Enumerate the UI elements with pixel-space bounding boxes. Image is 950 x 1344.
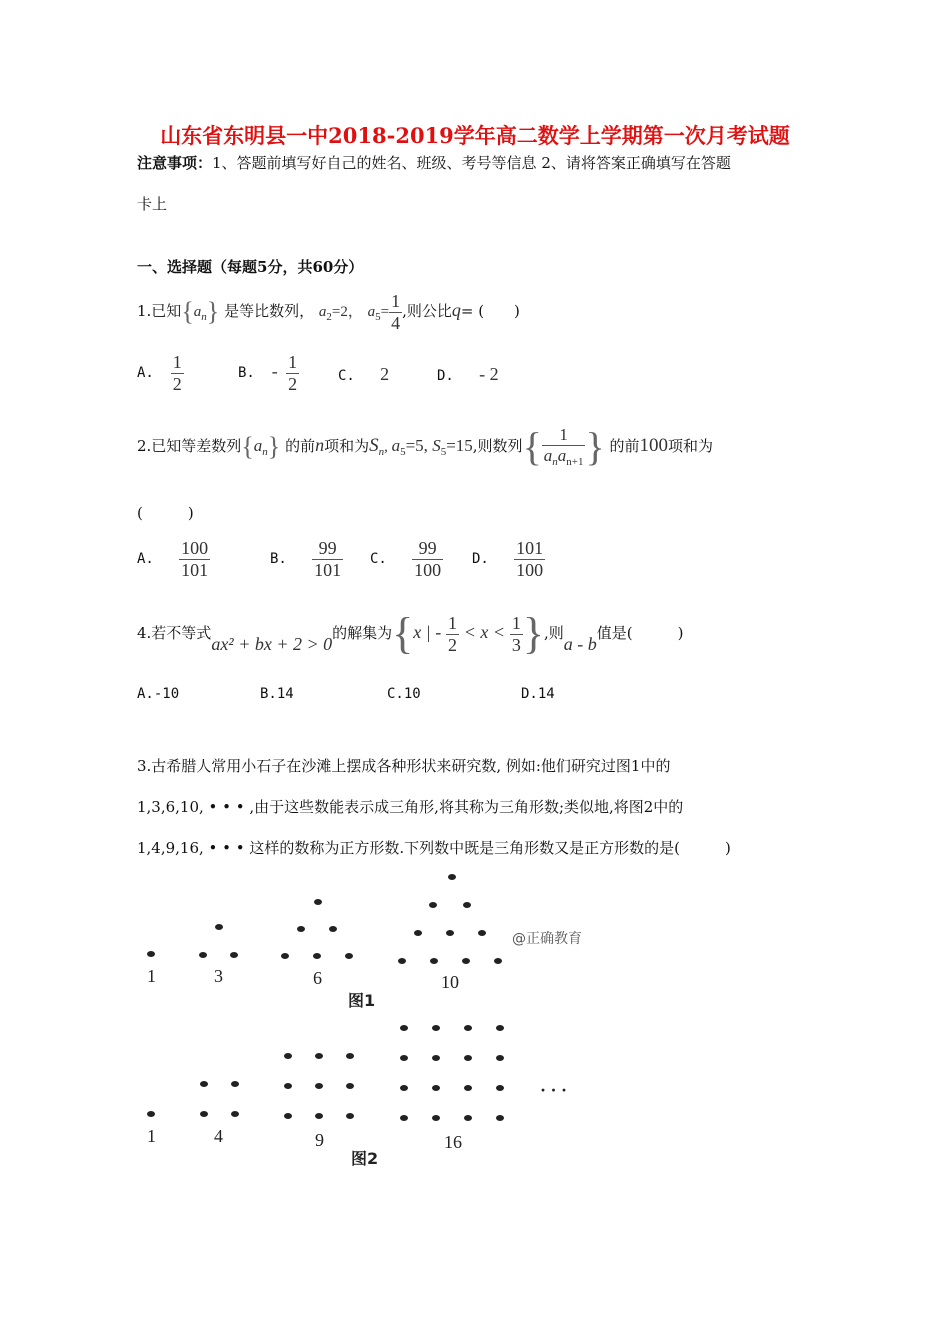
option-label: B. — [238, 365, 255, 382]
dot — [284, 1053, 292, 1059]
option-fraction: $\frac{99}{101}$ — [314, 538, 342, 580]
option-fraction: $\frac{99}{100}$ — [414, 538, 442, 580]
dot — [313, 953, 321, 959]
right-brace-icon: } — [585, 424, 605, 469]
dot — [432, 1025, 440, 1031]
dot — [462, 958, 470, 964]
question-2: 2.已知等差数列$\{a_n\}$ 的前n项和为$S_n$, $a_5=5$, $S_5=15$,则数列{ $\frac{1}{a_na_{n+1}}$ } 的前100项和为 — [137, 424, 713, 469]
fig2-caption: 图2 — [351, 1149, 379, 1168]
dot — [315, 1083, 323, 1089]
right-brace-icon: } — [206, 297, 220, 326]
option-sign: - — [271, 361, 278, 382]
q2-option-d[interactable] — [472, 538, 545, 580]
question-4 — [137, 604, 683, 672]
q1-a5-sub: 5 — [375, 311, 381, 323]
dot — [432, 1115, 440, 1121]
fig1-label-1: 1 — [147, 966, 156, 986]
notice-line2: 卡上 — [137, 195, 168, 213]
q1-mid: 是等比数列， — [224, 302, 315, 320]
dot — [400, 1055, 408, 1061]
dot — [230, 952, 238, 958]
q1-a2-sub: 2 — [326, 311, 332, 323]
option-label: B. — [270, 551, 287, 568]
page-title: 山东省东明县一中2018-2019学年高二数学上学期第一次月考试题 — [160, 123, 790, 148]
dot — [496, 1055, 504, 1061]
q4-option-a[interactable]: A.-10 — [137, 686, 180, 702]
dot — [496, 1115, 504, 1121]
q2-option-b[interactable] — [270, 538, 343, 580]
dot — [215, 924, 223, 930]
fig1-label-6: 6 — [313, 968, 322, 988]
q2-option-a[interactable] — [137, 538, 210, 580]
q1-q: q — [451, 300, 461, 320]
q1-fraction: $\frac{1}{4}$ — [391, 290, 401, 333]
q4-frac-2: $\frac{1}{3}$ — [511, 612, 521, 655]
notice-line1 — [137, 152, 731, 173]
q2-tail1: 的前 — [609, 437, 640, 455]
fig2-label-16: 16 — [444, 1132, 462, 1152]
dot — [464, 1085, 472, 1091]
option-fraction: $\frac{100}{101}$ — [181, 538, 209, 580]
left-brace-icon: { — [522, 424, 542, 469]
q2-mid: 项和为 — [324, 437, 370, 455]
pebble-figure — [130, 860, 610, 1180]
q2-n: n — [315, 435, 325, 455]
dot — [315, 1053, 323, 1059]
dot — [446, 930, 454, 936]
dot — [496, 1085, 504, 1091]
q3-line-2: 1,3,6,10, • • • ,由于这些数能表示成三角形,将其称为三角形数;类似地,将图2中的 — [137, 798, 684, 816]
watermark: @正确教育 — [512, 931, 582, 947]
section-heading: 一、选择题（每题5分，共60分） — [137, 258, 364, 276]
notice-text-1: 1、答题前填写好自己的姓名、班级、考号等信息 2、请将答案正确填写在答题 — [212, 154, 731, 172]
q4-suffix: ,则 — [543, 624, 564, 642]
q1-a5: a — [367, 304, 376, 320]
q2-a5: a — [391, 436, 401, 455]
notice-label: 注意事项： — [137, 154, 213, 172]
dot — [284, 1083, 292, 1089]
q1-option-c[interactable] — [338, 364, 389, 385]
dot — [314, 899, 322, 905]
q4-tail: 值是( ) — [596, 624, 684, 642]
option-label: C. — [370, 551, 387, 568]
dot — [329, 926, 337, 932]
option-label: D. — [437, 368, 454, 384]
fig2-label-1: 1 — [147, 1126, 156, 1146]
dot — [281, 953, 289, 959]
q1-suffix: ,则公比 — [402, 302, 452, 320]
dot — [400, 1025, 408, 1031]
dot — [400, 1115, 408, 1121]
dot — [478, 930, 486, 936]
dot — [346, 1113, 354, 1119]
q1-prefix: 1.已知 — [137, 302, 182, 320]
q4-option-d[interactable]: D.14 — [521, 686, 555, 702]
dot — [200, 1111, 208, 1117]
figure-1-dots — [147, 874, 502, 964]
option-fraction: $\frac{1}{2}$ — [172, 352, 182, 394]
dot — [464, 1025, 472, 1031]
q1-option-d[interactable] — [437, 364, 499, 385]
fig1-caption: 图1 — [348, 991, 376, 1010]
fig2-label-9: 9 — [315, 1130, 324, 1150]
figure-2-dots — [147, 1025, 504, 1121]
dot — [231, 1111, 239, 1117]
dot — [315, 1113, 323, 1119]
dot — [231, 1081, 239, 1087]
q4-inequality: ax² + bx + 2 > 0 — [211, 634, 333, 654]
fig1-label-10: 10 — [441, 972, 459, 992]
option-value: 2 — [380, 364, 390, 384]
q2-fraction: $\frac{1}{a_na_{n+1}}$ — [543, 425, 584, 468]
dot — [398, 958, 406, 964]
q2-after-seq: 的前 — [285, 437, 316, 455]
q2-hundred: 100 — [639, 435, 668, 456]
dot — [147, 1111, 155, 1117]
right-brace-icon: } — [522, 609, 544, 658]
dot — [346, 1083, 354, 1089]
q1-seq-n: n — [201, 311, 207, 323]
dot — [494, 958, 502, 964]
dot — [200, 1081, 208, 1087]
dot — [430, 958, 438, 964]
q4-set-text: x | - — [413, 622, 442, 642]
fig2-label-4: 4 — [214, 1126, 223, 1146]
q2-suffix: ,则数列 — [472, 437, 523, 455]
ellipsis: · · · — [540, 1080, 568, 1100]
q2-a5-val: =5, — [405, 436, 433, 455]
option-label: A. — [137, 551, 154, 568]
dot — [448, 874, 456, 880]
q3-line-3: 1,4,9,16, • • • 这样的数称为正方形数.下列数中既是三角形数又是正方形数的是( ) — [137, 839, 731, 857]
q4-mid: 的解集为 — [332, 624, 393, 642]
q4-frac-1: $\frac{1}{2}$ — [448, 612, 457, 655]
option-label: D. — [472, 551, 489, 568]
q2-S: S — [369, 435, 379, 456]
option-fraction: $\frac{1}{2}$ — [288, 352, 298, 394]
q3-line-1: 3.古希腊人常用小石子在沙滩上摆成各种形状来研究数, 例如:他们研究过图1中的 — [137, 757, 671, 775]
dot — [464, 1115, 472, 1121]
q1-option-a[interactable] — [137, 352, 184, 394]
q1-seq-a: a — [193, 304, 202, 320]
dot — [199, 952, 207, 958]
dot — [496, 1025, 504, 1031]
q2-prefix: 2.已知等差数列 — [137, 437, 242, 455]
dot — [429, 902, 437, 908]
left-brace-icon: { — [241, 432, 254, 461]
q4-prefix: 4.若不等式 — [137, 624, 212, 642]
q4-ab: a - b — [563, 634, 597, 654]
q4-set-mid: < x < — [463, 622, 506, 642]
q2-option-c[interactable] — [370, 538, 443, 580]
dot — [345, 953, 353, 959]
q2-paren: ( ) — [137, 504, 194, 522]
question-1: 1.已知$\{a_n\}$ 是等比数列， $a_2=2$， $a_5=$ $\frac{1}{4}$ ,则公比q= ( ) — [137, 290, 520, 333]
dot — [147, 951, 155, 957]
dot — [432, 1055, 440, 1061]
q1-tail: = ( ) — [460, 302, 520, 320]
q1-option-b[interactable] — [238, 352, 299, 394]
left-brace-icon: { — [181, 297, 194, 326]
q4-option-b[interactable]: B.14 — [260, 686, 294, 702]
q1-a2-val: =2， — [331, 304, 363, 320]
dot — [400, 1085, 408, 1091]
q2-tail2: 项和为 — [667, 437, 713, 455]
option-label: A. — [137, 365, 154, 382]
option-label: C. — [338, 368, 355, 384]
right-brace-icon: } — [267, 432, 281, 461]
q2-S5-val: =15 — [446, 436, 473, 455]
q2-seq-n: n — [262, 446, 268, 458]
dot — [297, 926, 305, 932]
left-brace-icon: { — [392, 609, 414, 658]
option-value: - 2 — [479, 364, 499, 384]
q4-option-c[interactable]: C.10 — [387, 686, 421, 702]
dot — [284, 1113, 292, 1119]
q1-a2: a — [318, 304, 327, 320]
dot — [463, 902, 471, 908]
dot — [432, 1085, 440, 1091]
option-fraction: $\frac{101}{100}$ — [516, 538, 544, 580]
fig1-label-3: 3 — [214, 966, 223, 986]
dot — [346, 1053, 354, 1059]
dot — [464, 1055, 472, 1061]
dot — [414, 930, 422, 936]
